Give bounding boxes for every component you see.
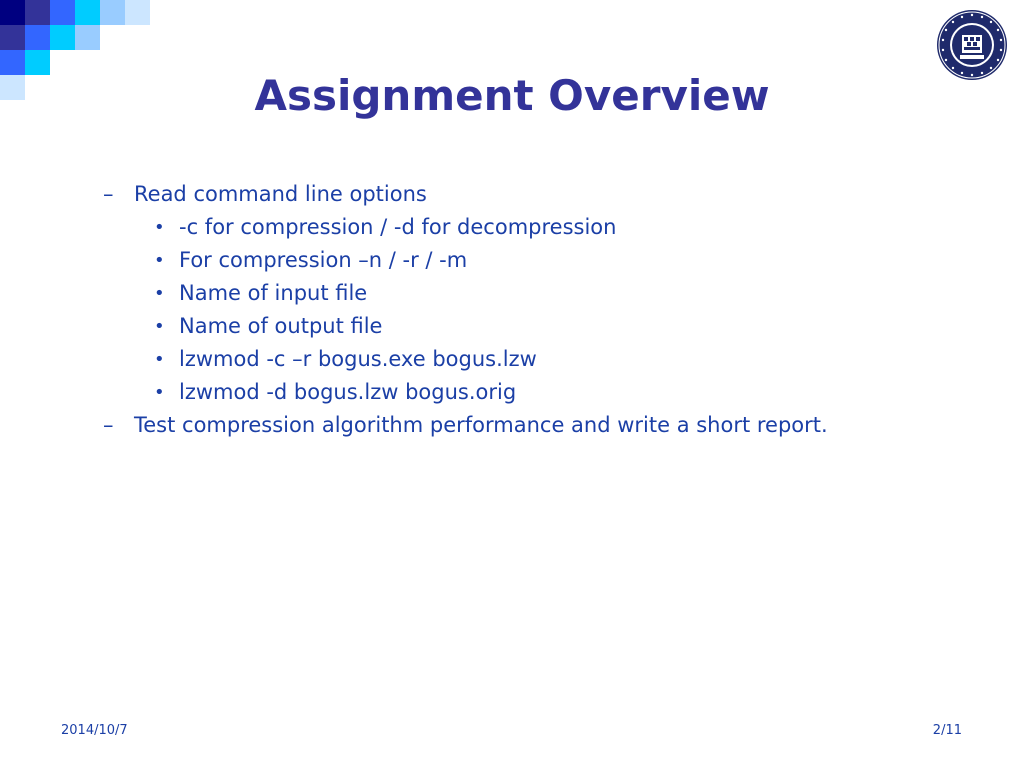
slide-title: Assignment Overview <box>254 71 770 120</box>
list-item-text: lzwmod -c –r bogus.exe bogus.lzw <box>179 347 537 371</box>
list-item-text: Name of output file <box>179 314 383 338</box>
list-item-text: -c for compression / -d for decompression <box>179 215 617 239</box>
dot-bullet: • <box>154 382 165 403</box>
dot-bullet: • <box>154 349 165 370</box>
dot-bullet: • <box>154 316 165 337</box>
mosaic-tile <box>125 0 150 25</box>
list-item <box>100 343 1000 376</box>
mosaic-tile <box>25 0 50 25</box>
dot-bullet: • <box>154 250 165 271</box>
dot-bullet: • <box>154 283 165 304</box>
list-item <box>100 376 1000 409</box>
mosaic-tile <box>75 25 100 50</box>
list-item-text: Read command line options <box>134 182 427 206</box>
list-item <box>100 211 1000 244</box>
list-item <box>100 277 1000 310</box>
mosaic-tile <box>50 0 75 25</box>
list-item-text: For compression –n / -r / -m <box>179 248 468 272</box>
seal-lettering <box>1008 9 1009 10</box>
dot-bullet: • <box>154 217 165 238</box>
mosaic-tile <box>0 25 25 50</box>
mosaic-tile <box>0 0 25 25</box>
list-item-text: Name of input file <box>179 281 368 305</box>
bullet-list <box>100 178 1000 442</box>
list-item <box>100 409 1000 442</box>
mosaic-tile <box>25 25 50 50</box>
footer-date: 2014/10/7 <box>61 723 128 738</box>
list-item-text: Test compression algorithm performance and write a short report. <box>134 413 828 437</box>
list-item-text: lzwmod -d bogus.lzw bogus.orig <box>179 380 517 404</box>
dash-bullet: – <box>103 182 114 206</box>
mosaic-tile <box>75 0 100 25</box>
mosaic-tile <box>50 25 75 50</box>
list-item <box>100 310 1000 343</box>
footer-page-number: 2/11 <box>932 723 962 738</box>
list-item <box>100 244 1000 277</box>
mosaic-tile <box>100 0 125 25</box>
dash-bullet: – <box>103 413 114 437</box>
list-item <box>100 178 1000 211</box>
